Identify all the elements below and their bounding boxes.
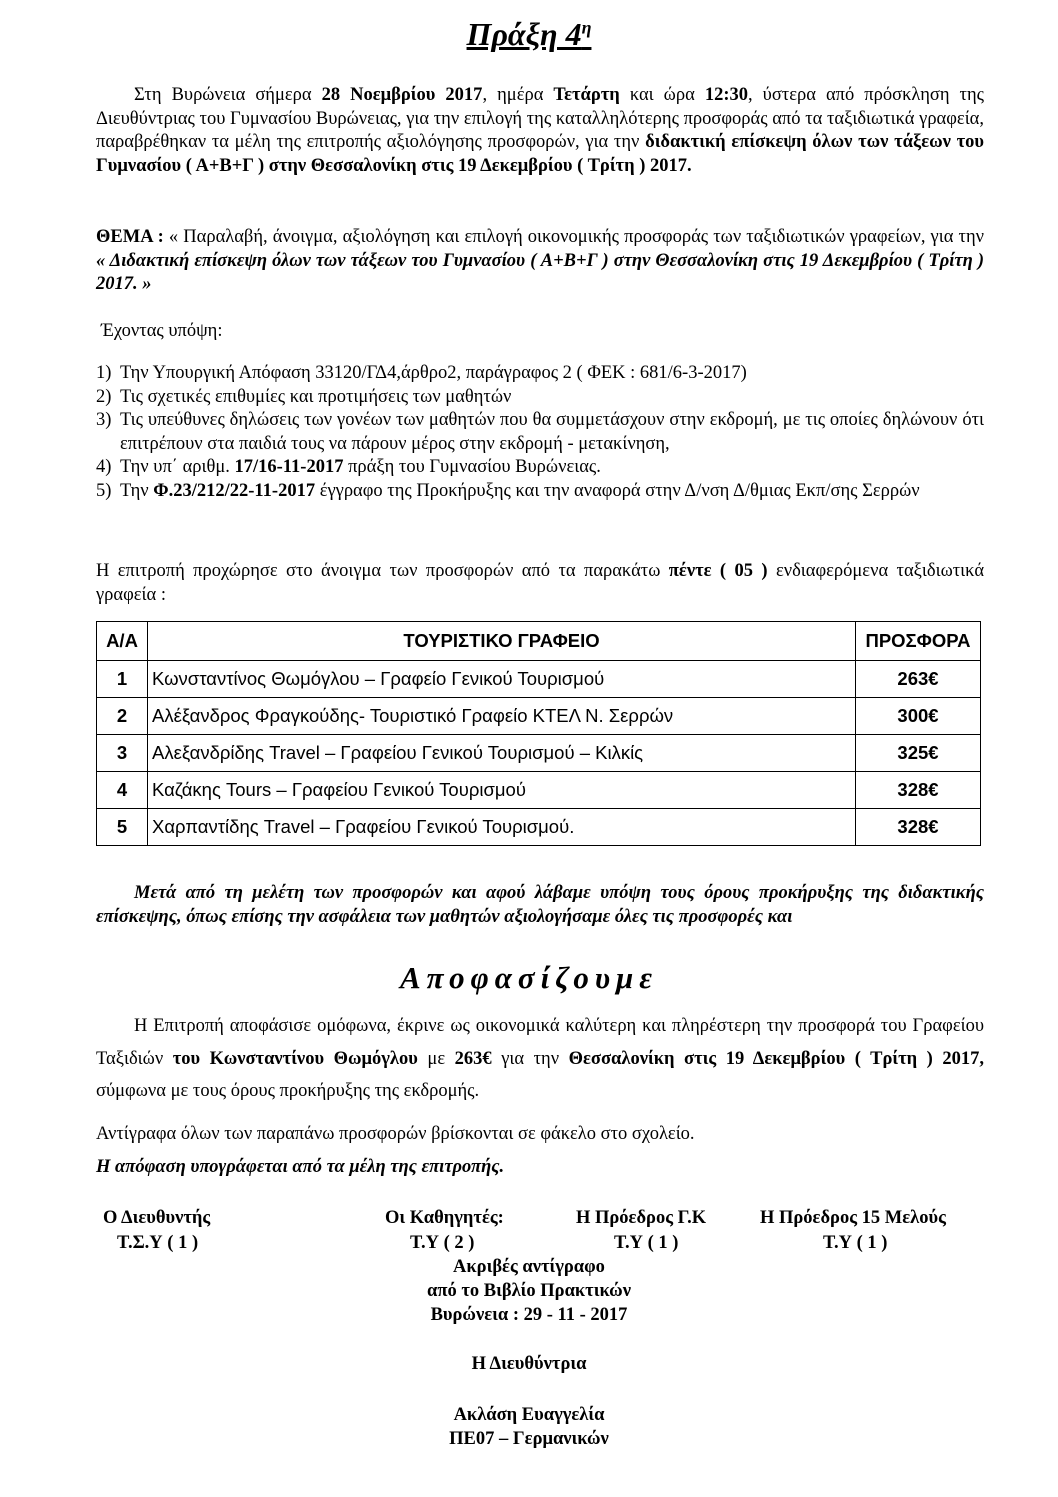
copies-note: Αντίγραφα όλων των παραπάνω προσφορών βρίσκονται σε φάκελο στο σχολείο. [96,1124,695,1144]
table-row [97,772,981,809]
agency-name: Αλέξανδρος Φραγκούδης- Τουριστικό Γραφείο ΚΤΕΛ Ν. Σερρών [148,698,856,735]
agency-name: Χαρπαντίδης Travel – Γραφείου Γενικού Τουρισμού. [148,809,856,846]
table-row [97,661,981,698]
place-date: Βυρώνεια : 29 - 11 - 2017 [430,1305,628,1325]
offer-price: 328€ [856,772,981,809]
director-name: Ακλάση Ευαγγελία [453,1405,605,1425]
row-number: 2 [97,698,148,735]
column-header-offer: ΠΡΟΣΦΟΡΑ [856,622,981,661]
table-header-row [97,622,981,661]
president-gk-code: Τ.Υ ( 1 ) [614,1233,679,1253]
offer-price: 263€ [856,661,981,698]
director-specialty: ΠΕ07 – Γερμανικών [449,1429,609,1449]
document-title: Πράξη $4^\eta$ [466,16,592,52]
intro-paragraph: Στη Βυρώνεια σήμερα 28 Νοεμβρίου 2017, ημέρα Τετάρτη και ώρα 12:30, ύστερα από πρόσκληση της Διευθύντριας του Γυμνασίου Βυρώνειας, για την επιλογή της καταλληλότερης προσφοράς από τα ταξιδιωτικά γραφεία, παραβρέθηκαν τα μέλη της επιτροπής αξιολόγησης προσφορών, για την διδακτική επίσκεψη όλων των τάξεων του Γυμνασίου ( Α+Β+Γ ) στην Θεσσαλονίκη στις 19 Δεκεμβρίου ( Τρίτη ) 2017. [96,85,984,176]
director-role: Η Διευθύντρια [471,1354,587,1374]
offer-price: 325€ [856,735,981,772]
table-row [97,809,981,846]
president-15-code: Τ.Υ ( 1 ) [823,1233,888,1253]
references-list [96,362,984,503]
signed-note: Η απόφαση υπογράφεται από τα μέλη της επιτροπής. [96,1157,505,1177]
considering-heading: Έχοντας υπόψη: [101,321,223,341]
agency-name: Αλεξανδρίδης Travel – Γραφείου Γενικού Τουρισμού – Κιλκίς [148,735,856,772]
committee-paragraph: Η επιτροπή προχώρησε στο άνοιγμα των προσφορών από τα παρακάτω πέντε ( 05 ) ενδιαφερόμενα ταξιδιωτικά γραφεία : [96,561,985,605]
column-header-aa: Α/Α [97,622,148,661]
list-item: 1) Την Υπουργική Απόφαση 33120/ΓΔ4,άρθρο2, παράγραφος 2 ( ΦΕΚ : 681/6-3-2017) [96,363,747,383]
list-item: 2) Τις σχετικές επιθυμίες και προτιμήσεις των μαθητών [96,386,512,407]
list-item: 4) Την υπ΄ αριθμ. 17/16-11-2017 πράξη του Γυμνασίου Βυρώνειας. [96,457,601,477]
certified-copy-label: Ακριβές αντίγραφο [453,1257,605,1277]
after-study-paragraph: Μετά από τη μελέτη των προσφορών και αφού λάβαμε υπόψη τους όρους προκήρυξης της διδακτικής επίσκεψης, όπως επίσης την ασφάλεια των μαθητών αξιολογήσαμε όλες τις προσφορές και [96,883,984,927]
row-number: 3 [97,735,148,772]
list-item: 3) Τις υπεύθυνες δηλώσεις των γονέων των μαθητών που θα συμμετάσχουν στην εκδρομή, με τις οποίες δηλώνουν ότι επιτρέπουν στα παιδιά τους να πάρουν μέρος στην εκδρομή - μετακίνηση, [96,410,984,454]
subject-paragraph: ΘΕΜΑ : « Παραλαβή, άνοιγμα, αξιολόγηση και επιλογή οικονομικής προσφοράς των ταξιδιωτικών γραφείων, για την « Διδακτική επίσκεψη όλων των τάξεων του Γυμνασίου ( Α+Β+Γ ) στην Θεσσαλονίκη στις 19 Δεκεμβρίου ( Τρίτη ) 2017. » [96,227,984,294]
offers-table [96,621,981,846]
agency-name: Κωνσταντίνος Θωμόγλου – Γραφείο Γενικού Τουρισμού [148,661,856,698]
row-number: 1 [97,661,148,698]
table-row [97,698,981,735]
row-number: 5 [97,809,148,846]
teachers-code: Τ.Υ ( 2 ) [410,1233,475,1253]
director-code: Τ.Σ.Υ ( 1 ) [117,1233,199,1253]
list-item: 5) Την Φ.23/212/22-11-2017 έγγραφο της Προκήρυξης και την αναφορά στην Δ/νση Δ/θμιας Εκπ/σης Σερρών [96,480,920,501]
table-row [97,735,981,772]
agency-name: Καζάκης Tours – Γραφείου Γενικού Τουρισμού [148,772,856,809]
decision-paragraph: Η Επιτροπή αποφάσισε ομόφωνα, έκρινε ως οικονομικά καλύτερη και πληρέστερη την προσφορά του Γραφείου Ταξιδιών του Κωνσταντίνου Θωμόγλου με 263€ για την Θεσσαλονίκη στις 19 Δεκεμβρίου ( Τρίτη ) 2017, σύμφωνα με τους όρους προκήρυξης της εκδρομής. [96,1016,984,1101]
teachers-label: Οι Καθηγητές: [385,1208,504,1228]
row-number: 4 [97,772,148,809]
president-gk-label: Η Πρόεδρος Γ.Κ [576,1208,707,1228]
column-header-agency: ΤΟΥΡΙΣΤΙΚΟ ΓΡΑΦΕΙΟ [148,622,856,661]
minutes-book-label: από το Βιβλίο Πρακτικών [427,1281,631,1301]
director-label: Ο Διευθυντής [103,1208,211,1228]
offer-price: 328€ [856,809,981,846]
decision-heading: Αποφασίζουμε [399,960,659,995]
president-15-label: Η Πρόεδρος 15 Μελούς [760,1208,946,1228]
offer-price: 300€ [856,698,981,735]
